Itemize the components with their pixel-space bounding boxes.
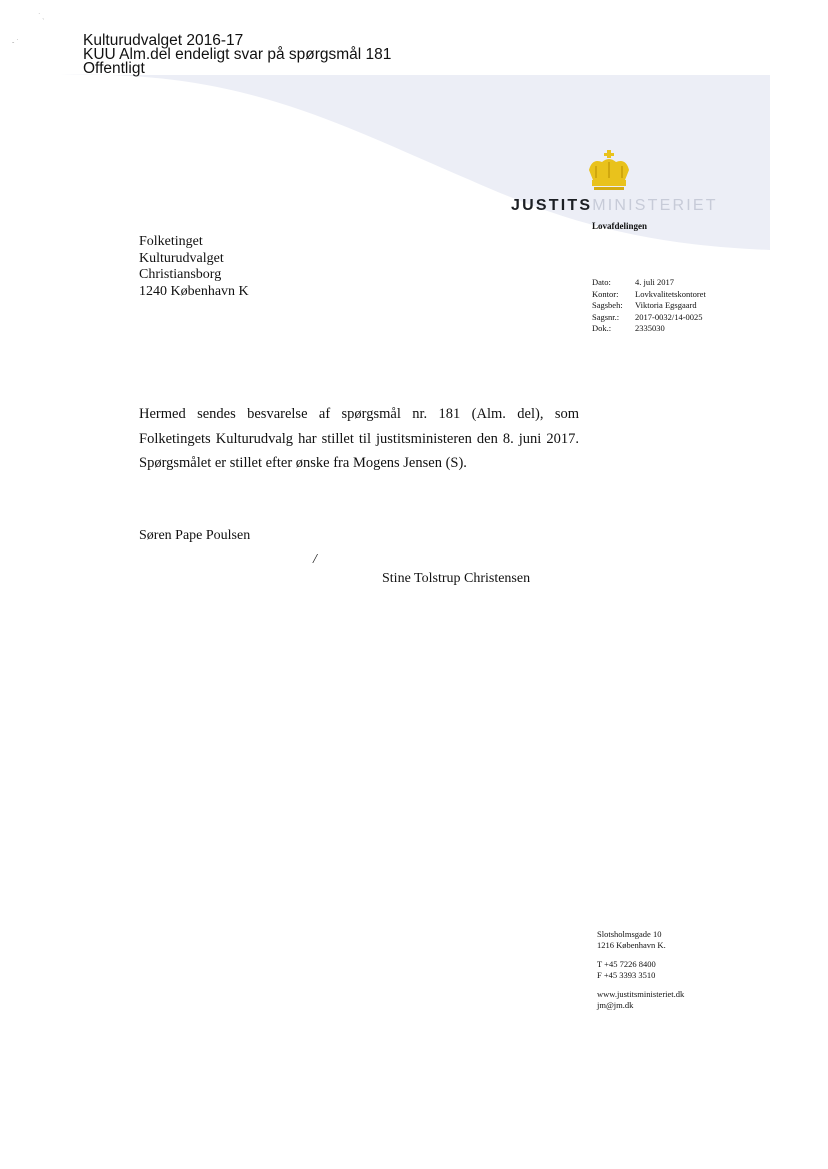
contact-web-link[interactable]: www.justitsministeriet.dk: [597, 989, 685, 999]
recipient-line: 1240 København K: [139, 283, 249, 299]
meta-value: Lovkvalitetskontoret: [635, 288, 706, 299]
official-signature: Stine Tolstrup Christensen: [382, 571, 531, 586]
signature-separator: /: [313, 552, 317, 567]
meta-row: [592, 312, 706, 324]
contact-info: [597, 929, 684, 1011]
meta-row: [592, 277, 706, 289]
meta-label: Sagsbeh:: [592, 300, 623, 310]
contact-city: 1216 København K.: [597, 940, 666, 950]
logo-word-light: MINISTERIET: [592, 197, 718, 214]
scan-artifact: ˙ ˎ: [38, 12, 45, 20]
meta-value: 2335030: [635, 323, 665, 333]
meta-row: [592, 289, 706, 301]
recipient-line: Folketinget: [139, 234, 203, 249]
stamp-line: KUU Alm.del endeligt svar på spørgsmål 181: [83, 46, 392, 63]
meta-label: Dato:: [592, 277, 611, 287]
meta-value: 4. juli 2017: [635, 277, 674, 287]
contact-fax: F +45 3393 3510: [597, 970, 656, 980]
contact-street: Slotsholmsgade 10: [597, 929, 662, 939]
meta-label: Sagsnr.:: [592, 311, 620, 322]
document-metadata: [592, 277, 706, 335]
ministry-logo: [511, 197, 718, 215]
meta-row: [592, 323, 706, 335]
logo-word-bold: JUSTITS: [511, 197, 593, 214]
crown-icon: [584, 150, 634, 192]
minister-signature: Søren Pape Poulsen: [139, 528, 251, 543]
recipient-line: Kulturudvalget: [139, 250, 224, 266]
letter-body: Hermed sendes besvarelse af spørgsmål nr. 181 (Alm. del), som Folketingets Kulturudvalg har stillet til justitsministeren den 8. juni 2017. Spørgsmålet er stillet efter ønske fra Mogens Jensen (S).: [139, 406, 579, 471]
meta-value: Viktoria Egsgaard: [635, 300, 697, 310]
recipient-line: Christiansborg: [139, 267, 222, 282]
stamp-line: Offentligt: [83, 60, 145, 77]
meta-row: [592, 300, 706, 312]
scan-artifact: - ˙: [12, 38, 19, 46]
meta-label: Kontor:: [592, 288, 619, 299]
department-name: Lovafdelingen: [592, 221, 648, 231]
meta-value: 2017-0032/14-0025: [635, 311, 703, 322]
contact-email-link[interactable]: jm@jm.dk: [597, 1000, 634, 1010]
meta-label: Dok.:: [592, 323, 612, 333]
recipient-address: [139, 234, 249, 300]
document-stamp: [83, 34, 391, 76]
stamp-line: Kulturudvalget 2016-17: [83, 32, 244, 49]
contact-phone: T +45 7226 8400: [597, 959, 656, 969]
